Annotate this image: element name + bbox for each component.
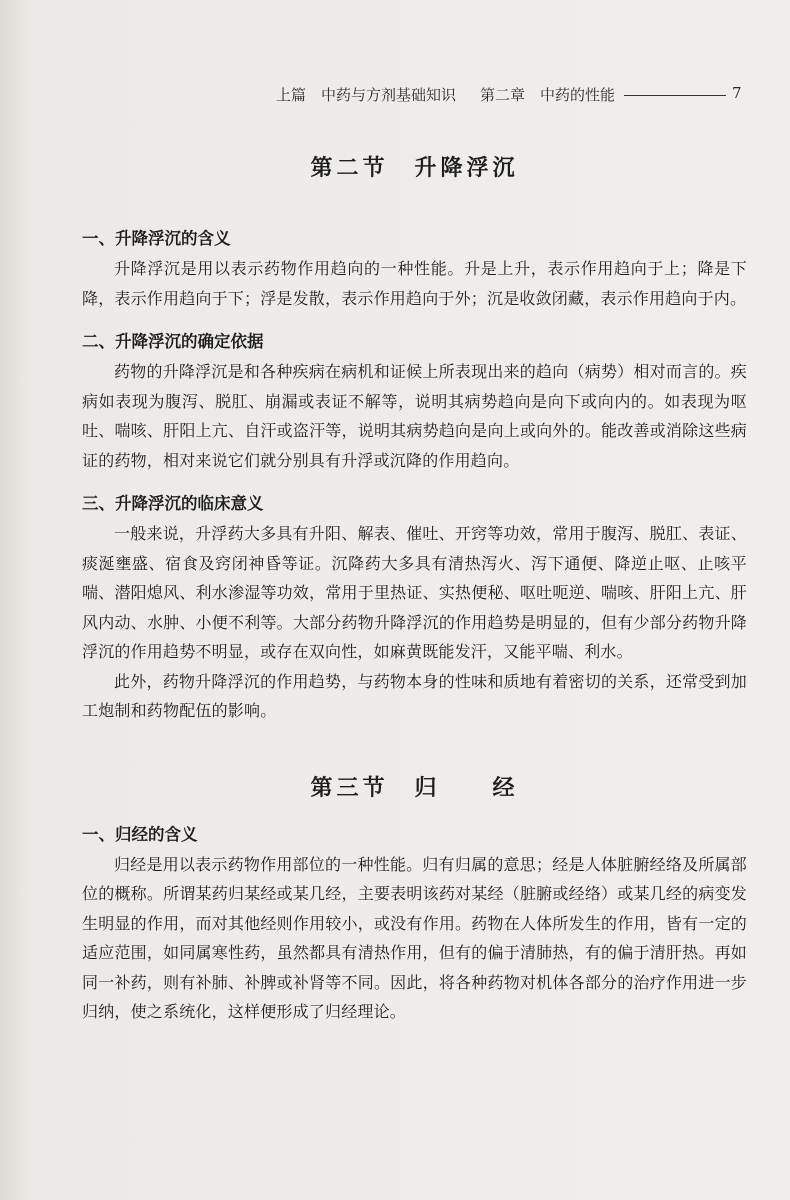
- book-part-title: 上篇 中药与方剂基础知识: [276, 86, 457, 104]
- page-number: 7: [732, 84, 742, 102]
- subheading-basis: 二、升降浮沉的确定依据: [82, 332, 264, 351]
- spacer: [82, 475, 747, 489]
- header-rule: [624, 95, 726, 96]
- subheading-meaning: 一、升降浮沉的含义: [82, 229, 231, 248]
- chapter-title: 第二章 中药的性能: [480, 86, 616, 104]
- page-body: [82, 150, 747, 1027]
- paragraph: 归经是用以表示药物作用部位的一种性能。归有归属的意思；经是人体脏腑经络及所属部位的概称。所谓某药归某经或某几经，主要表明该药对某经（脏腑或经络）或某几经的病变发生明显的作用，而对其他经则作用较小，或没有作用。药物在人体所发生的作用，皆有一定的适应范围，如同属寒性药，虽然都具有清热作用，但有的偏于清肺热，有的偏于清肝热。再如同一补药，则有补肺、补脾或补肾等不同。因此，将各种药物对机体各部分的治疗作用进一步归纳，使之系统化，这样便形成了归经理论。: [82, 854, 747, 1021]
- spacer: [82, 806, 747, 820]
- paragraph: 升降浮沉是用以表示药物作用趋向的一种性能。升是上升，表示作用趋向于上；降是下降，表示作用趋向于下；浮是发散，表示作用趋向于外；沉是收敛闭藏，表示作用趋向于内。: [82, 259, 747, 308]
- subheading-clinical-significance: 三、升降浮沉的临床意义: [82, 494, 264, 513]
- paragraph: 药物的升降浮沉是和各种疾病在病机和证候上所表现出来的趋向（病势）相对而言的。疾病如表现为腹泻、脱肛、崩漏或表证不解等，说明其病势趋向是向下或向内的。如表现为呕吐、喘咳、肝阳上亢、自汗或盗汗等，说明其病势趋向是向上或向外的。能改善或消除这些病证的药物，相对来说它们就分别具有升浮或沉降的作用趋向。: [82, 362, 747, 470]
- section-title-sheng-jiang-fu-chen: 第二节 升降浮沉: [310, 155, 519, 181]
- section-title-gui-jing: 第三节 归 经: [310, 774, 519, 801]
- subheading-gui-jing-meaning: 一、归经的含义: [82, 824, 198, 844]
- spacer: [82, 726, 747, 770]
- paragraph: 此外，药物升降浮沉的作用趋势，与药物本身的性味和质地有着密切的关系，还常受到加工炮制和药物配伍的影响。: [82, 671, 747, 720]
- spacer: [82, 313, 747, 327]
- spacer: [82, 186, 747, 224]
- paragraph: 一般来说，升浮药大多具有升阳、解表、催吐、开窍等功效，常用于腹泻、脱肛、表证、痰涎壅盛、宿食及窍闭神昏等证。沉降药大多具有清热泻火、泻下通便、降逆止呕、止咳平喘、潜阳熄风、利水渗湿等功效，常用于里热证、实热便秘、呕吐呃逆、喘咳、肝阳上亢、肝风内动、水肿、小便不利等。大部分药物升降浮沉的作用趋势是明显的，但有少部分药物升降浮沉的作用趋势不明显，或存在双向性，如麻黄既能发汗，又能平喘、利水。: [82, 524, 747, 661]
- running-header: [0, 84, 790, 108]
